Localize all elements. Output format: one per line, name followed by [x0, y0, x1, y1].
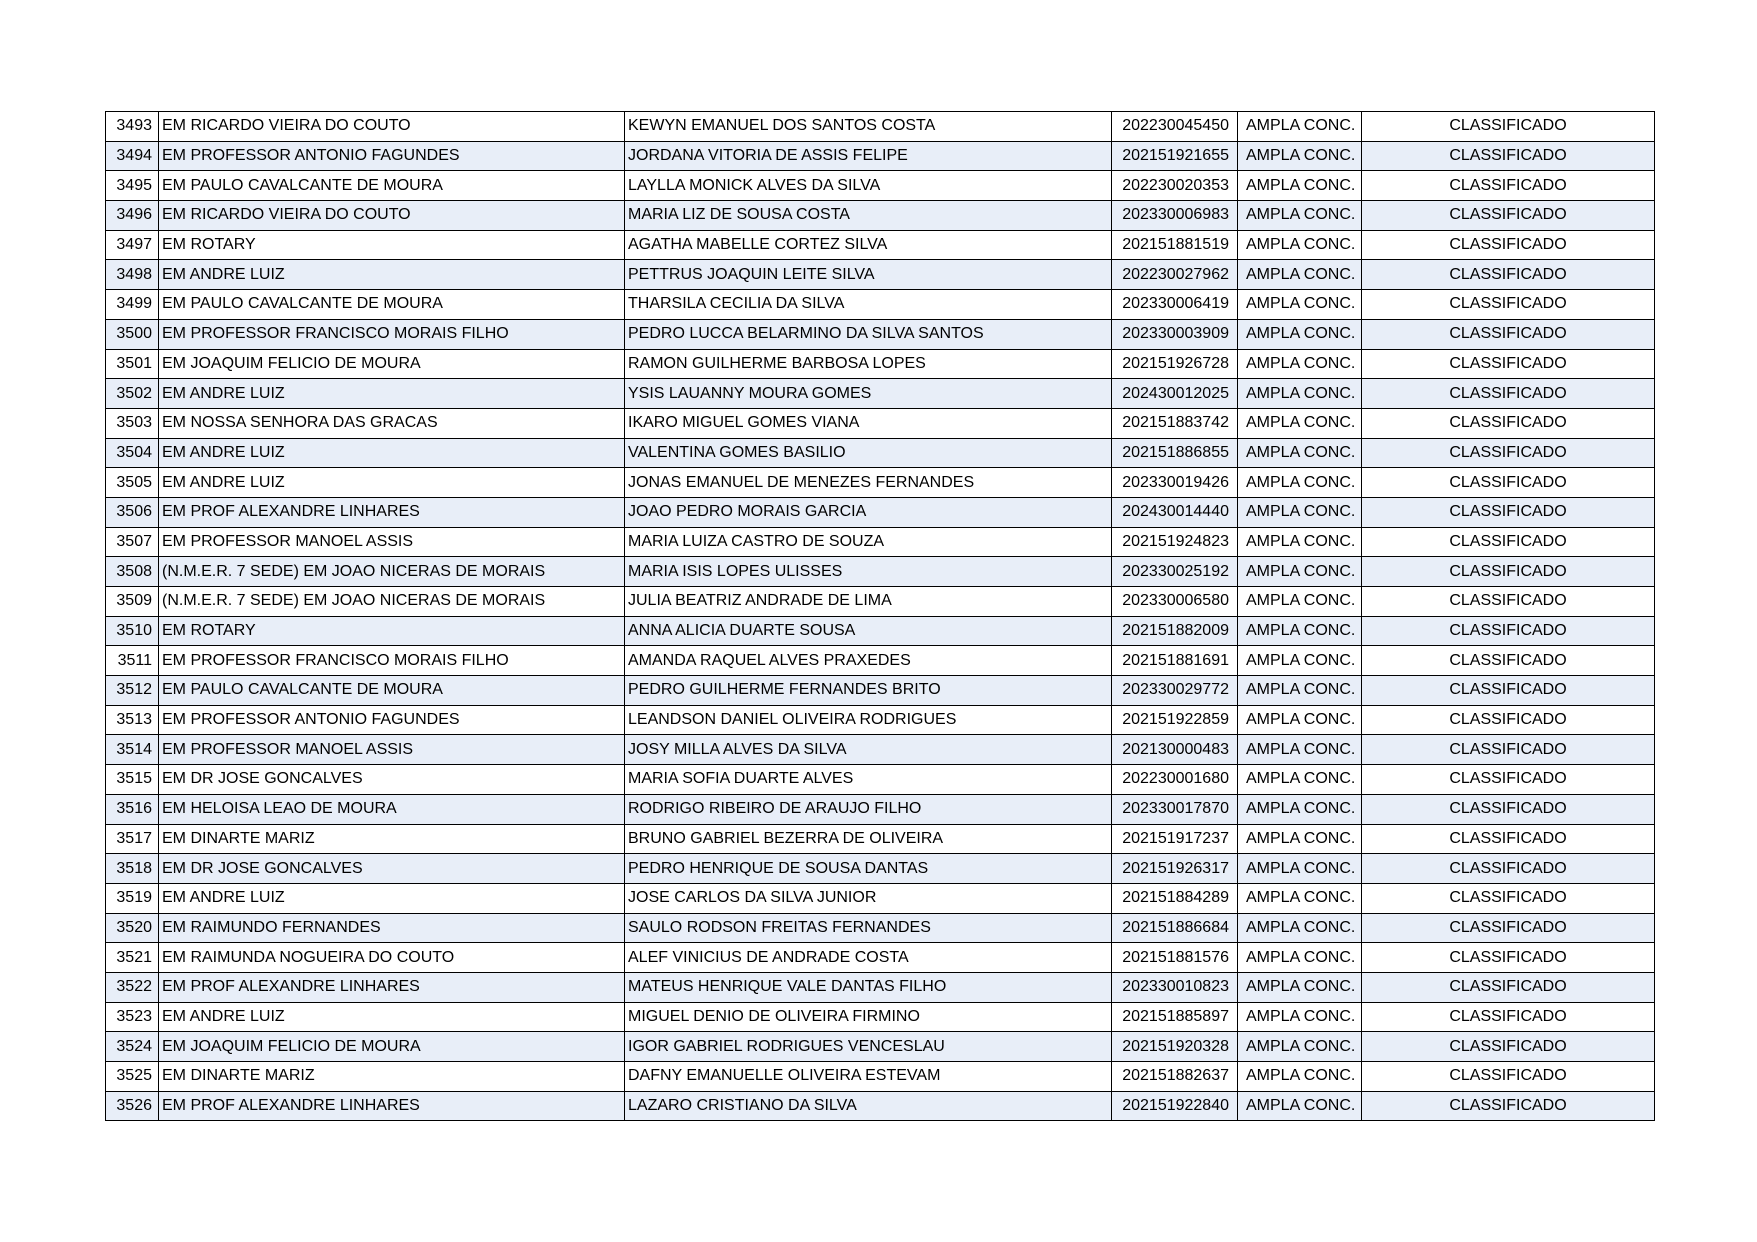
table-row [106, 290, 1655, 320]
row-number-cell: 3519 [106, 883, 159, 913]
table-row [106, 557, 1655, 587]
status-cell: CLASSIFICADO [1362, 794, 1655, 824]
school-cell: EM PROFESSOR ANTONIO FAGUNDES [159, 141, 625, 171]
student-name-cell: MARIA ISIS LOPES ULISSES [625, 557, 1112, 587]
status-cell: CLASSIFICADO [1362, 201, 1655, 231]
school-cell: EM JOAQUIM FELICIO DE MOURA [159, 349, 625, 379]
table-row [106, 497, 1655, 527]
table-row [106, 943, 1655, 973]
row-number-cell: 3498 [106, 260, 159, 290]
registration-id-cell: 202151922859 [1112, 705, 1238, 735]
school-cell: EM ANDRE LUIZ [159, 468, 625, 498]
table-row [106, 676, 1655, 706]
status-cell: CLASSIFICADO [1362, 438, 1655, 468]
student-name-cell: JOSY MILLA ALVES DA SILVA [625, 735, 1112, 765]
results-table [105, 111, 1655, 1121]
quota-cell: AMPLA CONC. [1238, 527, 1362, 557]
quota-cell: AMPLA CONC. [1238, 349, 1362, 379]
table-row [106, 349, 1655, 379]
status-cell: CLASSIFICADO [1362, 319, 1655, 349]
student-name-cell: LAYLLA MONICK ALVES DA SILVA [625, 171, 1112, 201]
registration-id-cell: 202430014440 [1112, 497, 1238, 527]
table-row [106, 408, 1655, 438]
registration-id-cell: 202151885897 [1112, 1002, 1238, 1032]
status-cell: CLASSIFICADO [1362, 735, 1655, 765]
registration-id-cell: 202151926728 [1112, 349, 1238, 379]
registration-id-cell: 202330029772 [1112, 676, 1238, 706]
table-row [106, 616, 1655, 646]
student-name-cell: IGOR GABRIEL RODRIGUES VENCESLAU [625, 1032, 1112, 1062]
student-name-cell: MARIA LUIZA CASTRO DE SOUZA [625, 527, 1112, 557]
status-cell: CLASSIFICADO [1362, 171, 1655, 201]
status-cell: CLASSIFICADO [1362, 349, 1655, 379]
quota-cell: AMPLA CONC. [1238, 319, 1362, 349]
registration-id-cell: 202151926317 [1112, 854, 1238, 884]
status-cell: CLASSIFICADO [1362, 646, 1655, 676]
row-number-cell: 3496 [106, 201, 159, 231]
quota-cell: AMPLA CONC. [1238, 1032, 1362, 1062]
table-row [106, 705, 1655, 735]
student-name-cell: MARIA LIZ DE SOUSA COSTA [625, 201, 1112, 231]
row-number-cell: 3523 [106, 1002, 159, 1032]
school-cell: EM JOAQUIM FELICIO DE MOURA [159, 1032, 625, 1062]
status-cell: CLASSIFICADO [1362, 1002, 1655, 1032]
quota-cell: AMPLA CONC. [1238, 379, 1362, 409]
row-number-cell: 3526 [106, 1091, 159, 1121]
registration-id-cell: 202151881576 [1112, 943, 1238, 973]
table-row [106, 794, 1655, 824]
student-name-cell: JOSE CARLOS DA SILVA JUNIOR [625, 883, 1112, 913]
student-name-cell: JOAO PEDRO MORAIS GARCIA [625, 497, 1112, 527]
student-name-cell: SAULO RODSON FREITAS FERNANDES [625, 913, 1112, 943]
status-cell: CLASSIFICADO [1362, 943, 1655, 973]
quota-cell: AMPLA CONC. [1238, 1091, 1362, 1121]
results-sheet [105, 111, 1655, 1121]
student-name-cell: BRUNO GABRIEL BEZERRA DE OLIVEIRA [625, 824, 1112, 854]
school-cell: EM PROF ALEXANDRE LINHARES [159, 1091, 625, 1121]
status-cell: CLASSIFICADO [1362, 1062, 1655, 1092]
row-number-cell: 3521 [106, 943, 159, 973]
table-row [106, 112, 1655, 142]
quota-cell: AMPLA CONC. [1238, 260, 1362, 290]
table-row [106, 527, 1655, 557]
student-name-cell: JORDANA VITORIA DE ASSIS FELIPE [625, 141, 1112, 171]
row-number-cell: 3517 [106, 824, 159, 854]
school-cell: EM DINARTE MARIZ [159, 1062, 625, 1092]
status-cell: CLASSIFICADO [1362, 1032, 1655, 1062]
school-cell: EM DINARTE MARIZ [159, 824, 625, 854]
student-name-cell: JONAS EMANUEL DE MENEZES FERNANDES [625, 468, 1112, 498]
table-row [106, 319, 1655, 349]
school-cell: EM PROF ALEXANDRE LINHARES [159, 497, 625, 527]
row-number-cell: 3508 [106, 557, 159, 587]
status-cell: CLASSIFICADO [1362, 141, 1655, 171]
row-number-cell: 3522 [106, 972, 159, 1002]
quota-cell: AMPLA CONC. [1238, 972, 1362, 1002]
row-number-cell: 3499 [106, 290, 159, 320]
status-cell: CLASSIFICADO [1362, 260, 1655, 290]
quota-cell: AMPLA CONC. [1238, 646, 1362, 676]
status-cell: CLASSIFICADO [1362, 854, 1655, 884]
registration-id-cell: 202430012025 [1112, 379, 1238, 409]
registration-id-cell: 202151882637 [1112, 1062, 1238, 1092]
registration-id-cell: 202330010823 [1112, 972, 1238, 1002]
table-row [106, 379, 1655, 409]
table-row [106, 854, 1655, 884]
row-number-cell: 3510 [106, 616, 159, 646]
status-cell: CLASSIFICADO [1362, 497, 1655, 527]
registration-id-cell: 202330025192 [1112, 557, 1238, 587]
student-name-cell: RODRIGO RIBEIRO DE ARAUJO FILHO [625, 794, 1112, 824]
quota-cell: AMPLA CONC. [1238, 141, 1362, 171]
registration-id-cell: 202330003909 [1112, 319, 1238, 349]
registration-id-cell: 202330019426 [1112, 468, 1238, 498]
registration-id-cell: 202151917237 [1112, 824, 1238, 854]
student-name-cell: IKARO MIGUEL GOMES VIANA [625, 408, 1112, 438]
table-row [106, 468, 1655, 498]
table-row [106, 824, 1655, 854]
results-table-body [106, 112, 1655, 1121]
student-name-cell: YSIS LAUANNY MOURA GOMES [625, 379, 1112, 409]
registration-id-cell: 202151883742 [1112, 408, 1238, 438]
student-name-cell: VALENTINA GOMES BASILIO [625, 438, 1112, 468]
student-name-cell: THARSILA CECILIA DA SILVA [625, 290, 1112, 320]
school-cell: EM ANDRE LUIZ [159, 438, 625, 468]
status-cell: CLASSIFICADO [1362, 408, 1655, 438]
row-number-cell: 3503 [106, 408, 159, 438]
status-cell: CLASSIFICADO [1362, 587, 1655, 617]
table-row [106, 1062, 1655, 1092]
school-cell: EM PROF ALEXANDRE LINHARES [159, 972, 625, 1002]
row-number-cell: 3516 [106, 794, 159, 824]
registration-id-cell: 202151884289 [1112, 883, 1238, 913]
registration-id-cell: 202230045450 [1112, 112, 1238, 142]
table-row [106, 171, 1655, 201]
quota-cell: AMPLA CONC. [1238, 735, 1362, 765]
row-number-cell: 3502 [106, 379, 159, 409]
registration-id-cell: 202151922840 [1112, 1091, 1238, 1121]
table-row [106, 1002, 1655, 1032]
registration-id-cell: 202330006580 [1112, 587, 1238, 617]
quota-cell: AMPLA CONC. [1238, 676, 1362, 706]
row-number-cell: 3494 [106, 141, 159, 171]
quota-cell: AMPLA CONC. [1238, 765, 1362, 795]
school-cell: EM PAULO CAVALCANTE DE MOURA [159, 171, 625, 201]
status-cell: CLASSIFICADO [1362, 883, 1655, 913]
table-row [106, 260, 1655, 290]
student-name-cell: KEWYN EMANUEL DOS SANTOS COSTA [625, 112, 1112, 142]
status-cell: CLASSIFICADO [1362, 705, 1655, 735]
quota-cell: AMPLA CONC. [1238, 438, 1362, 468]
registration-id-cell: 202151921655 [1112, 141, 1238, 171]
student-name-cell: LEANDSON DANIEL OLIVEIRA RODRIGUES [625, 705, 1112, 735]
school-cell: EM RAIMUNDA NOGUEIRA DO COUTO [159, 943, 625, 973]
school-cell: EM ANDRE LUIZ [159, 883, 625, 913]
student-name-cell: DAFNY EMANUELLE OLIVEIRA ESTEVAM [625, 1062, 1112, 1092]
registration-id-cell: 202330006419 [1112, 290, 1238, 320]
table-row [106, 765, 1655, 795]
school-cell: EM PROFESSOR ANTONIO FAGUNDES [159, 705, 625, 735]
student-name-cell: JULIA BEATRIZ ANDRADE DE LIMA [625, 587, 1112, 617]
table-row [106, 646, 1655, 676]
registration-id-cell: 202151886855 [1112, 438, 1238, 468]
registration-id-cell: 202230001680 [1112, 765, 1238, 795]
school-cell: (N.M.E.R. 7 SEDE) EM JOAO NICERAS DE MORAIS [159, 587, 625, 617]
quota-cell: AMPLA CONC. [1238, 171, 1362, 201]
quota-cell: AMPLA CONC. [1238, 794, 1362, 824]
row-number-cell: 3509 [106, 587, 159, 617]
quota-cell: AMPLA CONC. [1238, 705, 1362, 735]
registration-id-cell: 202230020353 [1112, 171, 1238, 201]
status-cell: CLASSIFICADO [1362, 972, 1655, 1002]
quota-cell: AMPLA CONC. [1238, 616, 1362, 646]
quota-cell: AMPLA CONC. [1238, 1062, 1362, 1092]
quota-cell: AMPLA CONC. [1238, 824, 1362, 854]
registration-id-cell: 202151881519 [1112, 230, 1238, 260]
row-number-cell: 3524 [106, 1032, 159, 1062]
row-number-cell: 3518 [106, 854, 159, 884]
table-row [106, 1091, 1655, 1121]
student-name-cell: MARIA SOFIA DUARTE ALVES [625, 765, 1112, 795]
status-cell: CLASSIFICADO [1362, 230, 1655, 260]
quota-cell: AMPLA CONC. [1238, 557, 1362, 587]
registration-id-cell: 202330006983 [1112, 201, 1238, 231]
student-name-cell: PEDRO LUCCA BELARMINO DA SILVA SANTOS [625, 319, 1112, 349]
school-cell: EM PAULO CAVALCANTE DE MOURA [159, 676, 625, 706]
row-number-cell: 3495 [106, 171, 159, 201]
row-number-cell: 3504 [106, 438, 159, 468]
status-cell: CLASSIFICADO [1362, 290, 1655, 320]
table-row [106, 587, 1655, 617]
table-row [106, 201, 1655, 231]
table-row [106, 141, 1655, 171]
status-cell: CLASSIFICADO [1362, 824, 1655, 854]
student-name-cell: MIGUEL DENIO DE OLIVEIRA FIRMINO [625, 1002, 1112, 1032]
quota-cell: AMPLA CONC. [1238, 943, 1362, 973]
row-number-cell: 3525 [106, 1062, 159, 1092]
school-cell: EM ANDRE LUIZ [159, 379, 625, 409]
row-number-cell: 3506 [106, 497, 159, 527]
row-number-cell: 3512 [106, 676, 159, 706]
row-number-cell: 3515 [106, 765, 159, 795]
school-cell: EM RICARDO VIEIRA DO COUTO [159, 112, 625, 142]
student-name-cell: ALEF VINICIUS DE ANDRADE COSTA [625, 943, 1112, 973]
school-cell: EM ANDRE LUIZ [159, 1002, 625, 1032]
row-number-cell: 3520 [106, 913, 159, 943]
student-name-cell: PEDRO GUILHERME FERNANDES BRITO [625, 676, 1112, 706]
quota-cell: AMPLA CONC. [1238, 230, 1362, 260]
status-cell: CLASSIFICADO [1362, 468, 1655, 498]
table-row [106, 438, 1655, 468]
table-row [106, 735, 1655, 765]
school-cell: EM PAULO CAVALCANTE DE MOURA [159, 290, 625, 320]
school-cell: EM HELOISA LEAO DE MOURA [159, 794, 625, 824]
registration-id-cell: 202230027962 [1112, 260, 1238, 290]
registration-id-cell: 202130000483 [1112, 735, 1238, 765]
student-name-cell: PEDRO HENRIQUE DE SOUSA DANTAS [625, 854, 1112, 884]
student-name-cell: AMANDA RAQUEL ALVES PRAXEDES [625, 646, 1112, 676]
quota-cell: AMPLA CONC. [1238, 1002, 1362, 1032]
school-cell: EM ANDRE LUIZ [159, 260, 625, 290]
school-cell: EM ROTARY [159, 616, 625, 646]
quota-cell: AMPLA CONC. [1238, 883, 1362, 913]
quota-cell: AMPLA CONC. [1238, 913, 1362, 943]
row-number-cell: 3505 [106, 468, 159, 498]
status-cell: CLASSIFICADO [1362, 616, 1655, 646]
registration-id-cell: 202151924823 [1112, 527, 1238, 557]
school-cell: EM RICARDO VIEIRA DO COUTO [159, 201, 625, 231]
status-cell: CLASSIFICADO [1362, 112, 1655, 142]
quota-cell: AMPLA CONC. [1238, 290, 1362, 320]
status-cell: CLASSIFICADO [1362, 379, 1655, 409]
quota-cell: AMPLA CONC. [1238, 468, 1362, 498]
school-cell: EM DR JOSE GONCALVES [159, 854, 625, 884]
table-row [106, 1032, 1655, 1062]
school-cell: EM PROFESSOR MANOEL ASSIS [159, 527, 625, 557]
school-cell: EM PROFESSOR FRANCISCO MORAIS FILHO [159, 319, 625, 349]
school-cell: (N.M.E.R. 7 SEDE) EM JOAO NICERAS DE MORAIS [159, 557, 625, 587]
status-cell: CLASSIFICADO [1362, 527, 1655, 557]
status-cell: CLASSIFICADO [1362, 676, 1655, 706]
student-name-cell: PETTRUS JOAQUIN LEITE SILVA [625, 260, 1112, 290]
school-cell: EM NOSSA SENHORA DAS GRACAS [159, 408, 625, 438]
status-cell: CLASSIFICADO [1362, 913, 1655, 943]
quota-cell: AMPLA CONC. [1238, 201, 1362, 231]
registration-id-cell: 202151881691 [1112, 646, 1238, 676]
status-cell: CLASSIFICADO [1362, 557, 1655, 587]
status-cell: CLASSIFICADO [1362, 1091, 1655, 1121]
row-number-cell: 3501 [106, 349, 159, 379]
quota-cell: AMPLA CONC. [1238, 587, 1362, 617]
row-number-cell: 3497 [106, 230, 159, 260]
table-row [106, 883, 1655, 913]
status-cell: CLASSIFICADO [1362, 765, 1655, 795]
table-row [106, 913, 1655, 943]
table-row [106, 972, 1655, 1002]
student-name-cell: RAMON GUILHERME BARBOSA LOPES [625, 349, 1112, 379]
row-number-cell: 3514 [106, 735, 159, 765]
school-cell: EM ROTARY [159, 230, 625, 260]
row-number-cell: 3500 [106, 319, 159, 349]
registration-id-cell: 202151920328 [1112, 1032, 1238, 1062]
registration-id-cell: 202330017870 [1112, 794, 1238, 824]
row-number-cell: 3493 [106, 112, 159, 142]
quota-cell: AMPLA CONC. [1238, 408, 1362, 438]
quota-cell: AMPLA CONC. [1238, 112, 1362, 142]
registration-id-cell: 202151886684 [1112, 913, 1238, 943]
school-cell: EM DR JOSE GONCALVES [159, 765, 625, 795]
table-row [106, 230, 1655, 260]
row-number-cell: 3507 [106, 527, 159, 557]
registration-id-cell: 202151882009 [1112, 616, 1238, 646]
school-cell: EM PROFESSOR MANOEL ASSIS [159, 735, 625, 765]
school-cell: EM RAIMUNDO FERNANDES [159, 913, 625, 943]
quota-cell: AMPLA CONC. [1238, 854, 1362, 884]
student-name-cell: AGATHA MABELLE CORTEZ SILVA [625, 230, 1112, 260]
student-name-cell: LAZARO CRISTIANO DA SILVA [625, 1091, 1112, 1121]
student-name-cell: MATEUS HENRIQUE VALE DANTAS FILHO [625, 972, 1112, 1002]
student-name-cell: ANNA ALICIA DUARTE SOUSA [625, 616, 1112, 646]
row-number-cell: 3511 [106, 646, 159, 676]
row-number-cell: 3513 [106, 705, 159, 735]
quota-cell: AMPLA CONC. [1238, 497, 1362, 527]
school-cell: EM PROFESSOR FRANCISCO MORAIS FILHO [159, 646, 625, 676]
